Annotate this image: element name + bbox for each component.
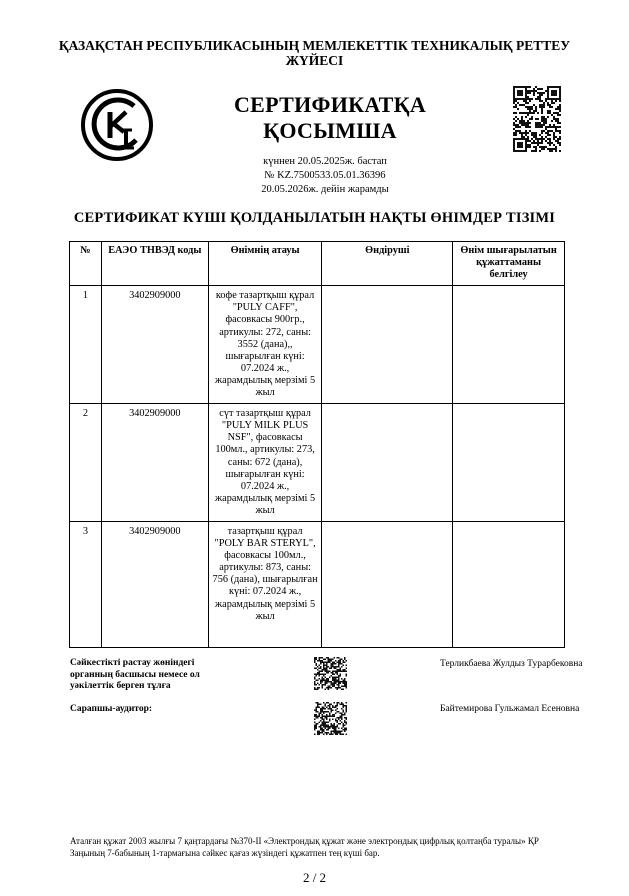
row-manufacturer — [322, 404, 453, 522]
signature-qr-code-icon — [314, 702, 347, 735]
table-row — [70, 286, 565, 404]
row-number: 2 — [70, 404, 102, 522]
row-code: 3402909000 — [101, 286, 208, 404]
row-product-name: сүт тазартқыш құрал "PULY MILK PLUS NSF", фасовкасы 100мл., артикулы: 273, саны: 672 (дана), шығарылған күні: 07.2024 ж., жарамдылық мерзімі 5 жыл — [208, 404, 322, 522]
valid-until: 20.05.2026ж. дейін жарамды — [261, 184, 389, 195]
signatory-name-auditor: Байтемирова Гульжамал Есеновна — [440, 704, 580, 714]
signature-qr-code-icon — [314, 657, 347, 690]
header-documentation: Өнім шығарылатын құжаттаманы белгілеу — [453, 242, 565, 286]
signatory-name-head: Терликбаева Жулдыз Турарбековна — [440, 659, 583, 669]
header-manufacturer: Өндіруші — [322, 242, 453, 286]
row-documentation — [453, 404, 565, 522]
header-product-name: Өнімнің атауы — [208, 242, 322, 286]
organization-header: ҚАЗАҚСТАН РЕСПУБЛИКАСЫНЫҢ МЕМЛЕКЕТТІК ТЕХНИКАЛЫҚ РЕТТЕУ ЖҮЙЕСІ — [58, 38, 571, 68]
row-code: 3402909000 — [101, 521, 208, 647]
table-row — [70, 404, 565, 522]
page-number: 2 / 2 — [302, 870, 327, 885]
row-number: 3 — [70, 521, 102, 647]
validity-block — [200, 155, 450, 197]
table-row — [70, 521, 565, 647]
row-manufacturer — [322, 286, 453, 404]
row-documentation — [453, 286, 565, 404]
certificate-number: № KZ.7500533.05.01.36396 — [264, 170, 386, 181]
row-documentation — [453, 521, 565, 647]
signatory-label-auditor: Сарапшы-аудитор: — [70, 704, 153, 714]
header-code: ЕАЭО ТНВЭД коды — [101, 242, 208, 286]
document-title: СЕРТИФИКАТҚА ҚОСЫМША — [233, 92, 427, 143]
valid-from: күннен 20.05.2025ж. бастап — [263, 156, 387, 167]
product-list-title: СЕРТИФИКАТ КҮШІ ҚОЛДАНЫЛАТЫН НАҚТЫ ӨНІМДЕР ТІЗІМІ — [73, 210, 556, 226]
row-code: 3402909000 — [101, 404, 208, 522]
legal-footnote: Аталған құжат 2003 жылғы 7 қаңтардағы №370-II «Электрондық құжат және электрондық цифрлық қолтаңба туралы» ҚР Заңының 7-бабының 1-тармағына сәйкес қағаз жүзіндегі құжатпен тең күші бар. — [70, 836, 539, 858]
row-product-name: тазартқыш құрал "POLY BAR STERYL", фасовкасы 100мл., артикулы: 873, саны: 756 (дана), шығарылған күні: 07.2024 ж., жарамдылық мерзімі 5 жыл — [208, 521, 322, 647]
row-number: 1 — [70, 286, 102, 404]
kst-logo-icon — [80, 88, 154, 162]
qr-code-icon — [513, 86, 561, 152]
products-table — [69, 241, 565, 648]
row-manufacturer — [322, 521, 453, 647]
row-product-name: кофе тазартқыш құрал "PULY CAFF", фасовкасы 900гр., артикулы: 272, саны: 3552 (дана),, шығарылған күні: 07.2024 ж., жарамдылық мерзімі 5 жыл — [208, 286, 322, 404]
table-header-row — [70, 242, 565, 286]
signatory-label-head: Сәйкестікті растау жөніндегі органның басшысы немесе ол уәкілеттік берген тұлға — [70, 658, 200, 691]
header-number: № — [70, 242, 102, 286]
